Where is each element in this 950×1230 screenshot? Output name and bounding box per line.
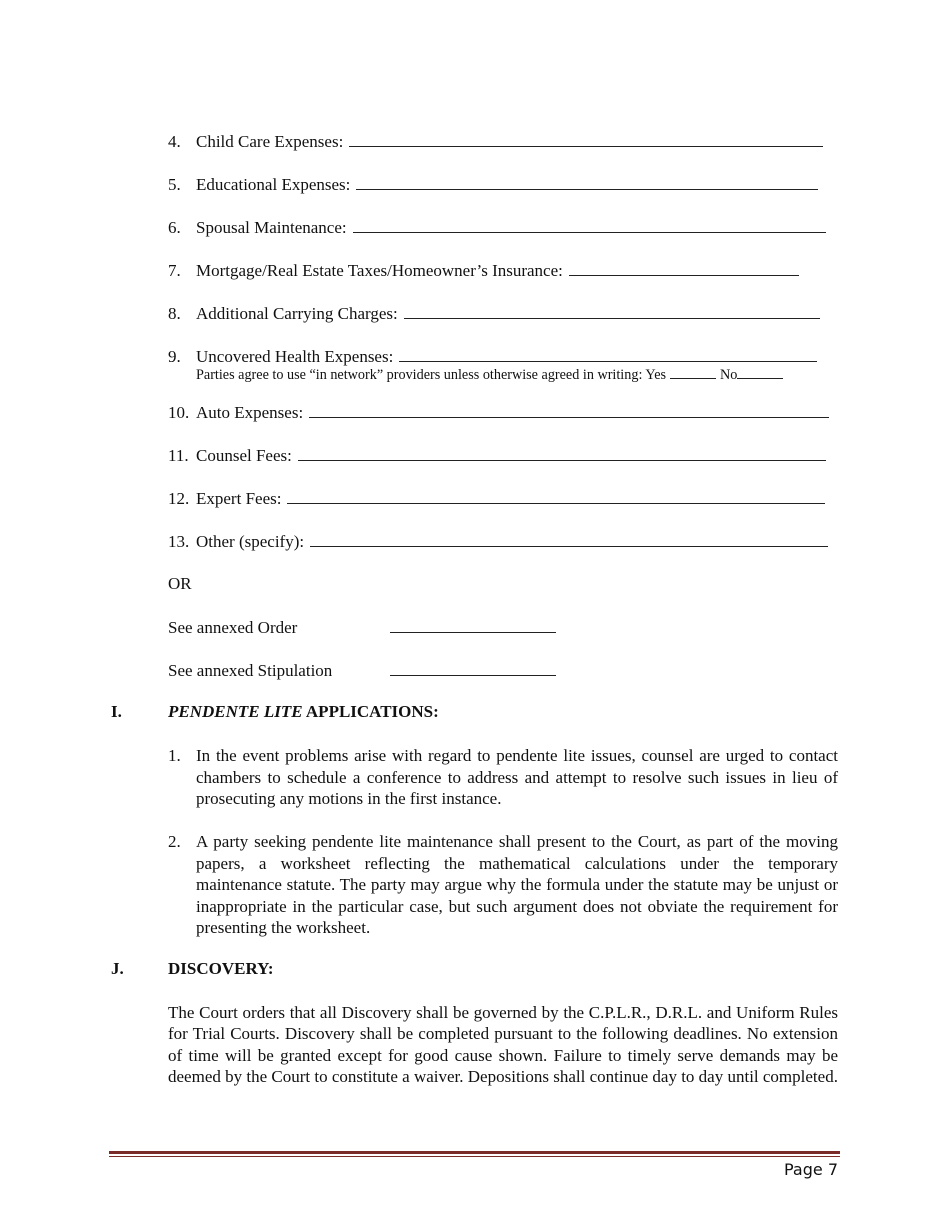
fill-in-blank[interactable] <box>349 131 823 147</box>
item-label: Auto Expenses: <box>196 403 304 422</box>
footer-rule-thin <box>109 1156 840 1157</box>
item-label: Additional Carrying Charges: <box>196 304 398 323</box>
section-i-item-2-number: 2. <box>168 832 181 851</box>
item-number: 10. <box>168 403 190 422</box>
item-label: Expert Fees: <box>196 489 282 508</box>
item-number: 4. <box>168 132 181 151</box>
expense-item-spousal-maintenance <box>168 217 826 238</box>
fill-in-blank[interactable] <box>404 303 820 319</box>
annexed-stipulation-blank[interactable] <box>390 660 556 676</box>
item-label: Spousal Maintenance: <box>196 218 347 237</box>
expense-item-educational <box>168 174 818 195</box>
annexed-stipulation-line <box>168 660 556 681</box>
item-number: 8. <box>168 304 181 323</box>
item-number: 6. <box>168 218 181 237</box>
expense-item-health <box>168 346 817 367</box>
no-label: No <box>720 367 738 383</box>
section-i-title <box>168 701 439 723</box>
section-j-title: DISCOVERY: <box>168 959 274 978</box>
section-i-item-2-text: A party seeking pendente lite maintenance shall present to the Court, as part of the moving papers, a worksheet reflecting the mathematical calculations under the temporary maintenance statute. The party may argue why the formula under the statute may be unjust or inappropriate in the particular case, but such argument does not obviate the requirement for presenting the worksheet. <box>196 832 838 937</box>
item-label: Child Care Expenses: <box>196 132 344 151</box>
item-label: Other (specify): <box>196 532 305 551</box>
item-label: Educational Expenses: <box>196 175 351 194</box>
section-i-item-1-number: 1. <box>168 746 181 765</box>
item-label: Counsel Fees: <box>196 446 292 465</box>
item-number: 9. <box>168 347 181 366</box>
item-number: 12. <box>168 489 190 508</box>
expense-item-mortgage <box>168 260 799 281</box>
fill-in-blank[interactable] <box>569 260 799 276</box>
item-label: Mortgage/Real Estate Taxes/Homeowner’s Insurance: <box>196 261 563 280</box>
fill-in-blank[interactable] <box>298 445 826 461</box>
item-number: 13. <box>168 532 190 551</box>
section-j-letter: J. <box>111 959 124 978</box>
page-number: Page 7 <box>784 1160 838 1179</box>
section-i-title-rest: APPLICATIONS: <box>305 702 439 721</box>
no-blank[interactable] <box>737 366 783 379</box>
item-number: 5. <box>168 175 181 194</box>
yes-blank[interactable] <box>670 366 716 379</box>
health-network-note <box>196 366 787 384</box>
expense-item-carrying-charges <box>168 303 820 324</box>
fill-in-blank[interactable] <box>287 488 825 504</box>
note-text: Parties agree to use “in network” providers unless otherwise agreed in writing: Yes <box>196 367 667 383</box>
expense-item-child-care <box>168 131 823 152</box>
expense-item-other <box>168 531 828 552</box>
item-number: 7. <box>168 261 181 280</box>
section-i-title-italic: PENDENTE LITE <box>168 702 303 721</box>
annexed-order-line <box>168 617 556 638</box>
expense-item-expert-fees <box>168 488 825 509</box>
item-number: 11. <box>168 446 189 465</box>
fill-in-blank[interactable] <box>353 217 826 233</box>
annexed-order-label: See annexed Order <box>168 618 298 637</box>
section-i-item-1-text: In the event problems arise with regard to pendente lite issues, counsel are urged to contact chambers to schedule a conference to address and attempt to resolve such issues in lieu of prosecuting any motions in the first instance. <box>196 746 838 808</box>
expense-item-counsel-fees <box>168 445 826 466</box>
item-label: Uncovered Health Expenses: <box>196 347 394 366</box>
or-label: OR <box>168 574 192 593</box>
footer-rule-thick <box>109 1151 840 1154</box>
discovery-paragraph: The Court orders that all Discovery shall be governed by the C.P.L.R., D.R.L. and Uniform Rules for Trial Courts. Discovery shall be completed pursuant to the following deadlines. No extension of time will be granted except for good cause shown. Failure to timely serve demands may be deemed by the Court to constitute a waiver. Depositions shall continue day to day until completed. <box>168 1003 838 1086</box>
annexed-order-blank[interactable] <box>390 617 556 633</box>
annexed-stipulation-label: See annexed Stipulation <box>168 661 333 680</box>
expense-item-auto <box>168 402 829 423</box>
fill-in-blank[interactable] <box>356 174 818 190</box>
fill-in-blank[interactable] <box>310 531 828 547</box>
section-i-letter: I. <box>111 702 122 721</box>
fill-in-blank[interactable] <box>399 346 817 362</box>
fill-in-blank[interactable] <box>309 402 829 418</box>
